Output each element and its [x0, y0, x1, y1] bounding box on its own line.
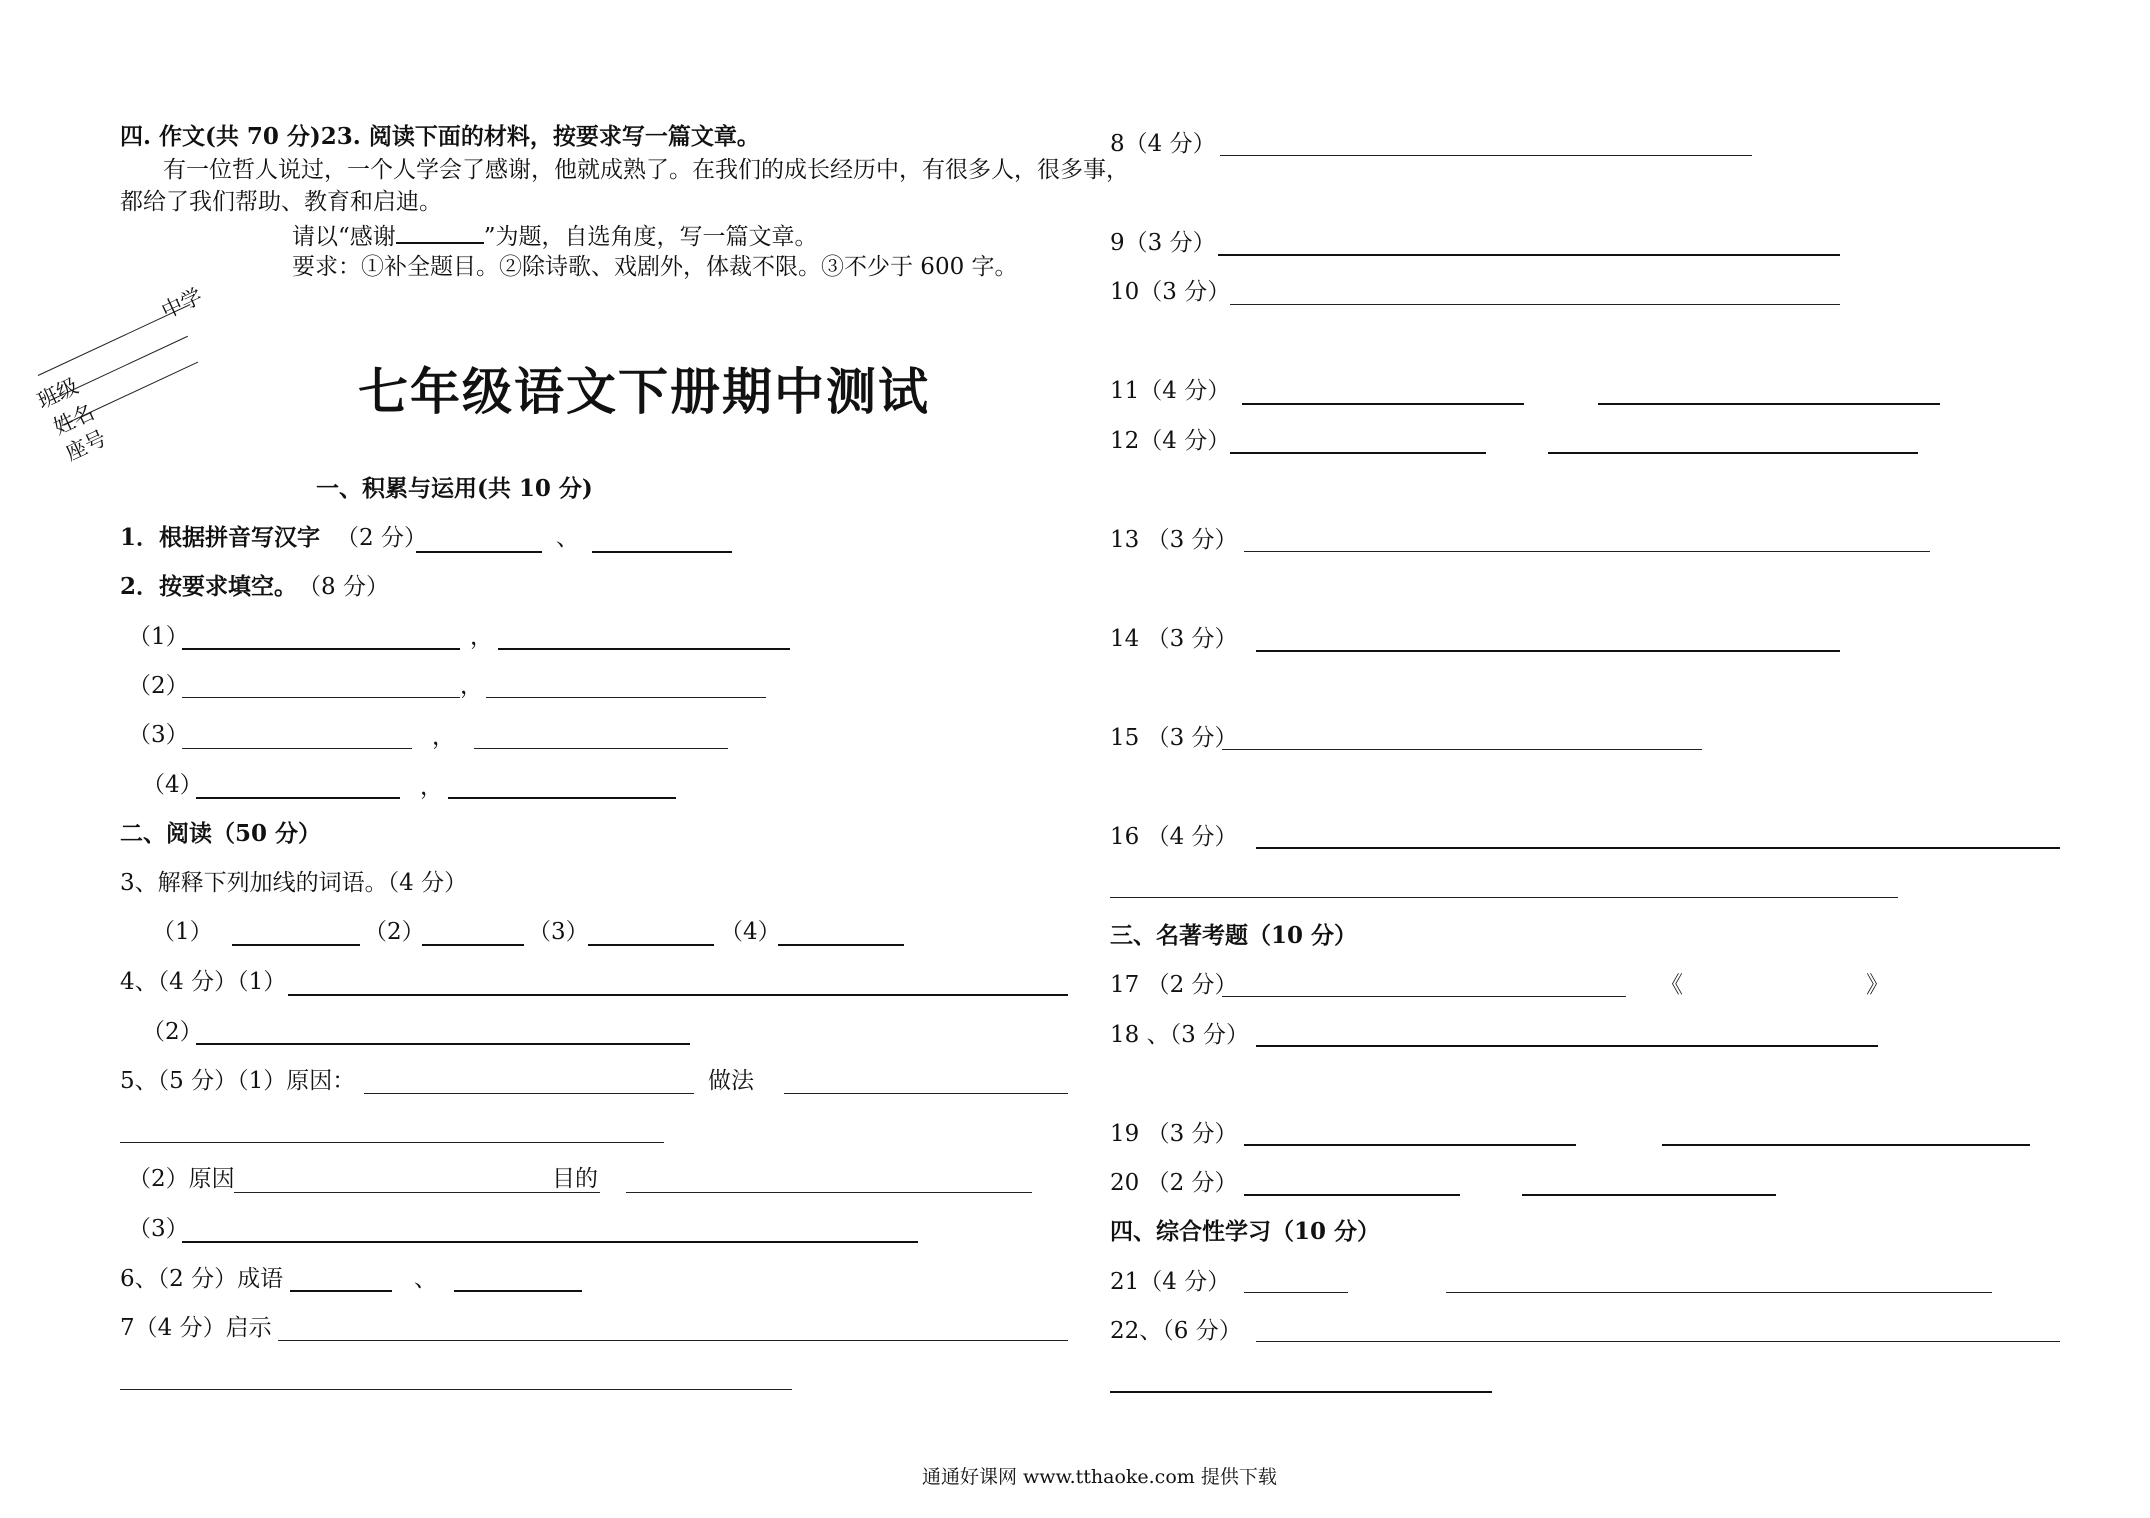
q5-reason-blank[interactable]	[364, 1093, 694, 1094]
q15-blank[interactable]	[1222, 749, 1702, 750]
q4-label: 4、（4 分）（1）	[120, 969, 287, 995]
q5-item-3-label: （3）	[128, 1216, 189, 1242]
q6-label: 6、（2 分）成语	[120, 1266, 284, 1292]
q1-separator: 、	[556, 525, 579, 551]
footer-source: 通通好课网 www.tthaoke.com 提供下载	[922, 1466, 1277, 1488]
q3-item-4-blank[interactable]	[778, 944, 904, 946]
q22-blank-2[interactable]	[1110, 1391, 1492, 1393]
q1-blank-2[interactable]	[592, 551, 732, 553]
q10-blank[interactable]	[1230, 304, 1840, 305]
section3-heading: 三、名著考题（10 分）	[1110, 922, 1358, 949]
section4-heading: 四、综合性学习（10 分）	[1110, 1218, 1381, 1245]
essay-prompt	[292, 220, 818, 252]
q2-item-4-blank-1[interactable]	[196, 797, 400, 799]
q22-label: 22、（6 分）	[1110, 1318, 1242, 1344]
section2-heading: 二、阅读（50 分）	[120, 820, 322, 847]
q6-separator: 、	[414, 1266, 437, 1292]
q11-blank-1[interactable]	[1242, 403, 1524, 405]
q8-label: 8（4 分）	[1110, 131, 1216, 157]
q13-label: 13 （3 分）	[1110, 527, 1238, 553]
q11-blank-2[interactable]	[1598, 403, 1940, 405]
q3-item-3-label: （3）	[528, 919, 589, 945]
q3-item-2-blank[interactable]	[422, 944, 524, 946]
q3-label: 3、解释下列加线的词语。（4 分）	[120, 870, 468, 896]
q2-label: 2．按要求填空。	[120, 573, 298, 600]
q4-blank-1[interactable]	[288, 994, 1068, 996]
essay-prompt-before: 请以“感谢	[292, 224, 396, 250]
q14-blank[interactable]	[1256, 650, 1840, 652]
q19-label: 19 （3 分）	[1110, 1121, 1238, 1147]
essay-paragraph-line1: 有一位哲人说过，一个人学会了感谢，他就成熟了。在我们的成长经历中，有很多人，很多事，	[163, 157, 1129, 183]
q3-item-3-blank[interactable]	[588, 944, 714, 946]
q9-label: 9（3 分）	[1110, 230, 1216, 256]
q2-points: （8 分）	[298, 574, 389, 600]
q2-item-1-comma: ，	[470, 624, 493, 650]
q15-label: 15 （3 分）	[1110, 725, 1238, 751]
q6-blank-1[interactable]	[290, 1290, 392, 1292]
q4-blank-2[interactable]	[196, 1043, 690, 1045]
essay-paragraph-line2: 都给了我们帮助、教育和启迪。	[120, 189, 442, 215]
q8-blank[interactable]	[1220, 155, 1752, 156]
q2-item-4-label: （4）	[142, 772, 203, 798]
q17-book-close: 》	[1866, 972, 1889, 998]
class-label: 班级	[33, 373, 82, 414]
q2-item-3-comma: ，	[432, 724, 455, 750]
q5-item-2-reason-blank[interactable]	[234, 1192, 600, 1193]
q6-blank-2[interactable]	[454, 1290, 582, 1292]
q12-blank-2[interactable]	[1548, 452, 1918, 454]
q2-item-2-label: （2）	[128, 673, 189, 699]
q18-label: 18 、（3 分）	[1110, 1022, 1250, 1048]
q22-blank-1[interactable]	[1256, 1341, 2060, 1342]
q7-blank-2[interactable]	[120, 1389, 792, 1390]
q7-label: 7（4 分）启示	[120, 1315, 272, 1341]
q20-label: 20 （2 分）	[1110, 1170, 1238, 1196]
q10-label: 10（3 分）	[1110, 279, 1231, 305]
q2-item-4-blank-2[interactable]	[448, 797, 676, 799]
q5-continuation-blank[interactable]	[120, 1142, 664, 1143]
q16-blank-1[interactable]	[1256, 847, 2060, 849]
q17-label: 17 （2 分）	[1110, 972, 1238, 998]
essay-prompt-after: ”为题，自选角度，写一篇文章。	[483, 224, 818, 250]
seat-label: 座号	[61, 425, 110, 466]
q5-label: 5、（5 分）（1）原因：	[120, 1068, 356, 1094]
q3-item-2-label: （2）	[364, 919, 425, 945]
q9-blank[interactable]	[1218, 254, 1840, 256]
q3-item-1-label: （1）	[152, 919, 213, 945]
q2-item-2-blank-1[interactable]	[182, 697, 460, 698]
q3-item-4-label: （4）	[720, 919, 781, 945]
q2-item-2-comma: ，	[460, 673, 483, 699]
q19-blank-1[interactable]	[1244, 1144, 1576, 1146]
q13-blank[interactable]	[1244, 551, 1930, 552]
q16-blank-2[interactable]	[1110, 897, 1898, 898]
q5-method-blank[interactable]	[784, 1093, 1068, 1094]
q2-item-4-comma: ，	[420, 774, 443, 800]
q2-item-3-label: （3）	[128, 722, 189, 748]
q5-item-3-blank[interactable]	[182, 1241, 918, 1243]
essay-header: 四. 作文(共 70 分)23. 阅读下面的材料，按要求写一篇文章。	[120, 123, 760, 150]
q2-item-1-blank-2[interactable]	[498, 648, 790, 650]
q1-points: （2 分）	[336, 525, 427, 551]
q3-item-1-blank[interactable]	[232, 944, 360, 946]
q12-blank-1[interactable]	[1230, 452, 1486, 454]
q18-blank[interactable]	[1256, 1045, 1878, 1047]
q2-item-3-blank-2[interactable]	[474, 748, 728, 749]
essay-title-blank[interactable]	[396, 220, 484, 244]
q7-blank-1[interactable]	[278, 1340, 1068, 1341]
q2-item-3-blank-1[interactable]	[182, 748, 412, 749]
q20-blank-2[interactable]	[1522, 1194, 1776, 1196]
q1-label: 1．根据拼音写汉字	[120, 524, 321, 551]
q21-blank-1[interactable]	[1244, 1292, 1348, 1293]
q5-method-label: 做法	[708, 1068, 754, 1094]
q17-book-open: 《	[1660, 972, 1683, 998]
q5-item-2-reason-label: （2）原因	[128, 1166, 235, 1192]
q19-blank-2[interactable]	[1662, 1144, 2030, 1146]
q5-item-2-purpose-label: 目的	[552, 1166, 598, 1192]
q16-label: 16 （4 分）	[1110, 824, 1238, 850]
section1-heading: 一、积累与运用(共 10 分)	[316, 475, 593, 502]
q12-label: 12（4 分）	[1110, 428, 1231, 454]
q17-blank[interactable]	[1222, 996, 1626, 997]
school-label: 中学	[157, 283, 206, 324]
q21-blank-2[interactable]	[1446, 1292, 1992, 1293]
q2-item-1-label: （1）	[128, 624, 189, 650]
essay-requirements: 要求：①补全题目。②除诗歌、戏剧外，体裁不限。③不少于 600 字。	[292, 254, 1018, 280]
q2-item-2-blank-2[interactable]	[486, 697, 766, 698]
q1-blank-1[interactable]	[416, 551, 542, 553]
q5-item-2-purpose-blank[interactable]	[626, 1192, 1032, 1193]
name-label: 姓名	[49, 399, 98, 440]
q21-label: 21（4 分）	[1110, 1269, 1231, 1295]
q11-label: 11（4 分）	[1110, 378, 1231, 404]
q20-blank-1[interactable]	[1244, 1194, 1460, 1196]
q14-label: 14 （3 分）	[1110, 626, 1238, 652]
page-title: 七年级语文下册期中测试	[358, 362, 930, 421]
q2-item-1-blank-1[interactable]	[182, 648, 460, 650]
q4-item-2-label: （2）	[142, 1019, 203, 1045]
